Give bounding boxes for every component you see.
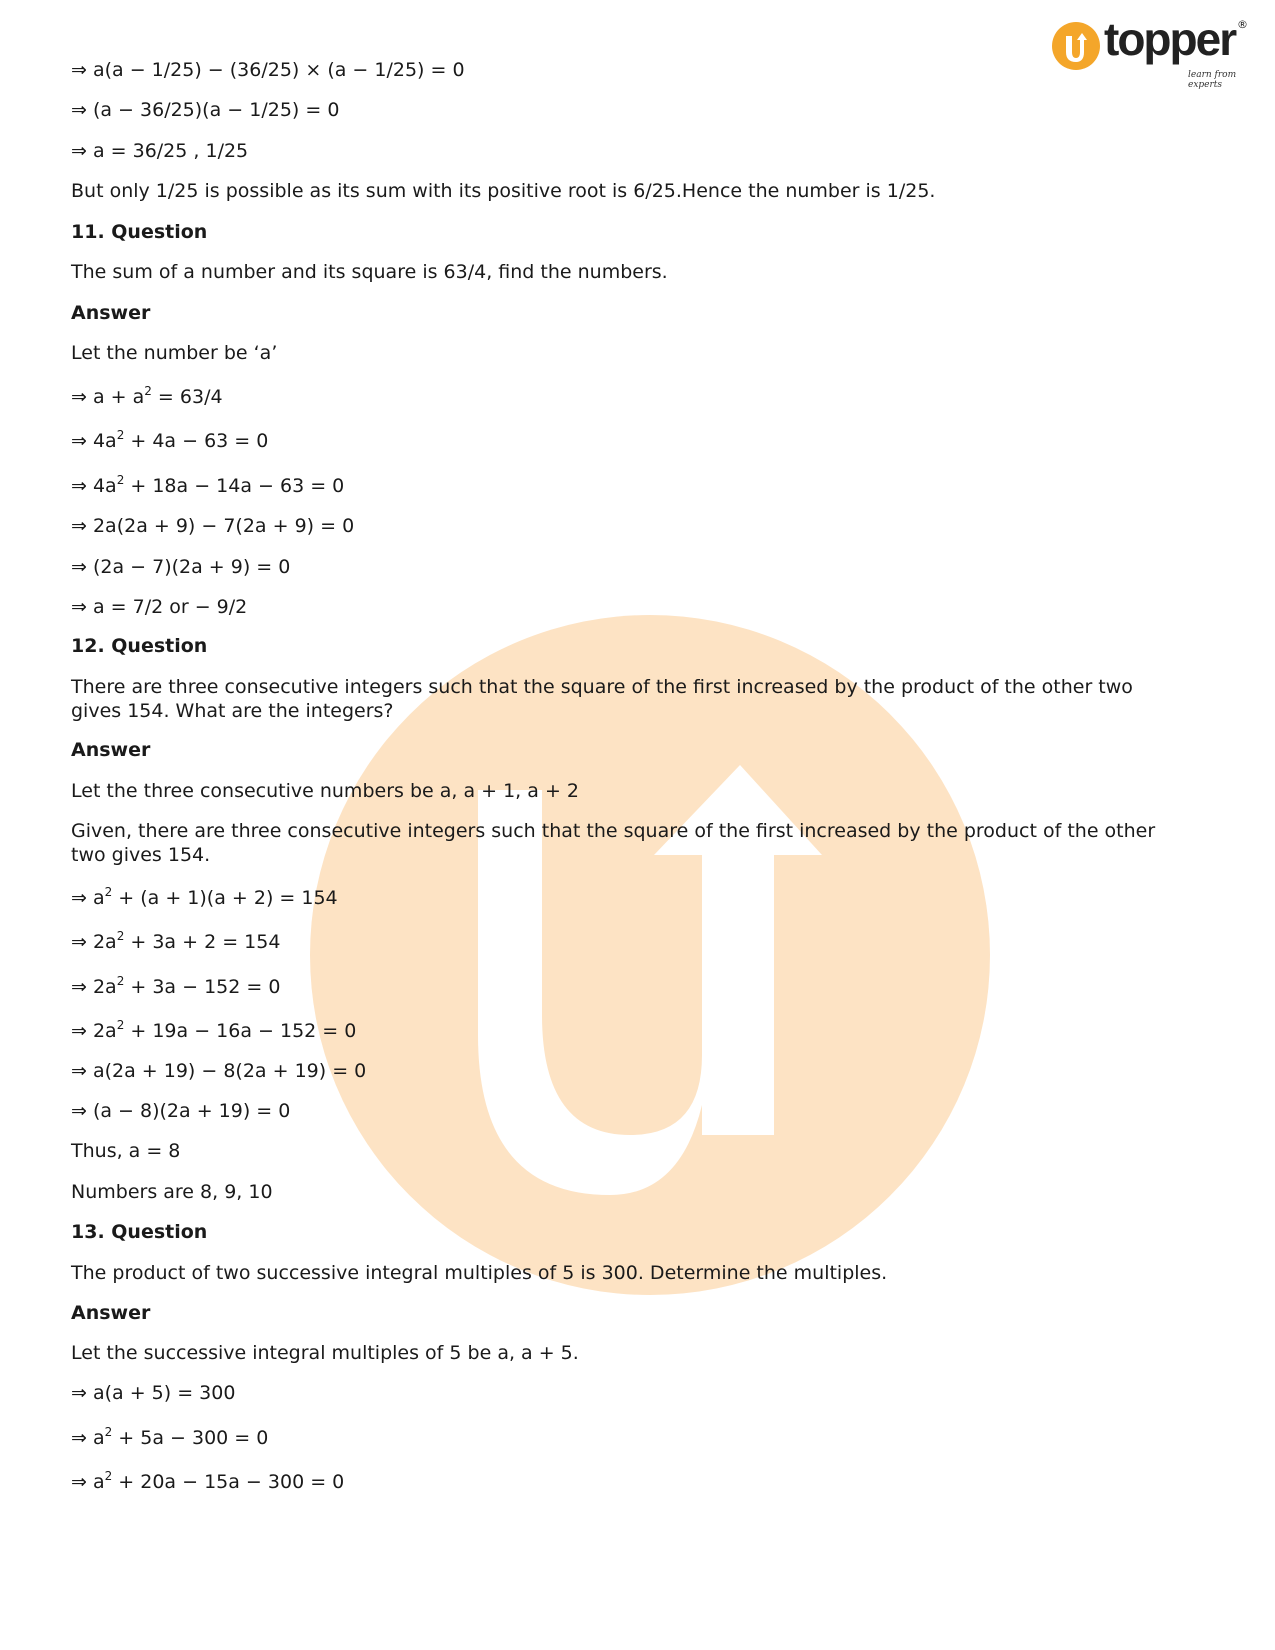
answer-text: Let the successive integral multiples of 5 be a, a + 5. [71, 1342, 579, 1364]
equation-line: ⇒ $2a^2 + 19a - 16a - 152 = 0$ [71, 1018, 357, 1042]
equation-line: ⇒ $a^2 + 20a - 15a - 300 = 0$ [71, 1469, 345, 1493]
equation-line: ⇒ $2a^2 + 3a - 152 = 0$ [71, 974, 281, 998]
question-text: The product of two successive integral multiples of 5 is 300. Determine the multiples. [71, 1262, 888, 1284]
question-text: The sum of a number and its square is 63/4, find the numbers. [71, 261, 668, 283]
answer-heading: Answer [71, 1302, 151, 1324]
equation-line: ⇒ $2a^2 + 3a + 2 = 154$ [71, 929, 281, 953]
answer-text: Let the three consecutive numbers be a, a + 1, a + 2 [71, 780, 579, 802]
equation-line: ⇒ $a^2 + 5a - 300 = 0$ [71, 1425, 269, 1449]
answer-text: Let the number be ‘a’ [71, 342, 278, 364]
equation-line: ⇒ a = 36/25 , 1/25 [71, 140, 249, 162]
equation-line: ⇒ $a + a^2 = 63/4$ [71, 384, 223, 408]
answer-heading: Answer [71, 739, 151, 761]
equation-line: ⇒ a(2a + 19) − 8(2a + 19) = 0 [71, 1060, 367, 1082]
equation-line: ⇒ a(a + 5) = 300 [71, 1382, 236, 1404]
equation-line: ⇒ 2a(2a + 9) − 7(2a + 9) = 0 [71, 515, 355, 537]
equation-line: ⇒ (a − 36/25)(a − 1/25) = 0 [71, 99, 340, 121]
logo-wordmark: topper [1104, 13, 1236, 65]
equation-line: ⇒ $a^2 + (a + 1)(a + 2) = 154$ [71, 885, 338, 909]
equation-line: ⇒ (2a − 7)(2a + 9) = 0 [71, 556, 291, 578]
equation-line: ⇒ a(a − 1/25) − (36/25) × (a − 1/25) = 0 [71, 59, 465, 81]
answer-heading: Answer [71, 302, 151, 324]
logo-tagline: learn from experts [1188, 70, 1237, 90]
topper-logo [1052, 13, 1248, 90]
question-text: There are three consecutive integers such that the square of the first increased by the product of the other two gives 154. What are the integers? [71, 676, 1133, 722]
topper-u-icon [1052, 22, 1100, 70]
equation-line: ⇒ $4a^2 + 4a - 63 = 0$ [71, 428, 269, 452]
question-heading: 12. Question [71, 635, 208, 657]
question-heading: 13. Question [71, 1221, 208, 1243]
equation-line: ⇒ (a − 8)(2a + 19) = 0 [71, 1100, 291, 1122]
answer-text: Given, there are three consecutive integers such that the square of the first increased by the product of the other two gives 154. [71, 820, 1156, 866]
answer-text: Thus, a = 8 [71, 1140, 181, 1162]
equation-line: ⇒ a = 7/2 or − 9/2 [71, 596, 248, 618]
answer-text: Numbers are 8, 9, 10 [71, 1181, 273, 1203]
conclusion-text: But only 1/25 is possible as its sum with its positive root is 6/25.Hence the number is 1/25. [71, 180, 936, 202]
question-heading: 11. Question [71, 221, 208, 243]
registered-mark: ® [1237, 18, 1248, 31]
equation-line: ⇒ $4a^2 + 18a - 14a - 63 = 0$ [71, 473, 345, 497]
